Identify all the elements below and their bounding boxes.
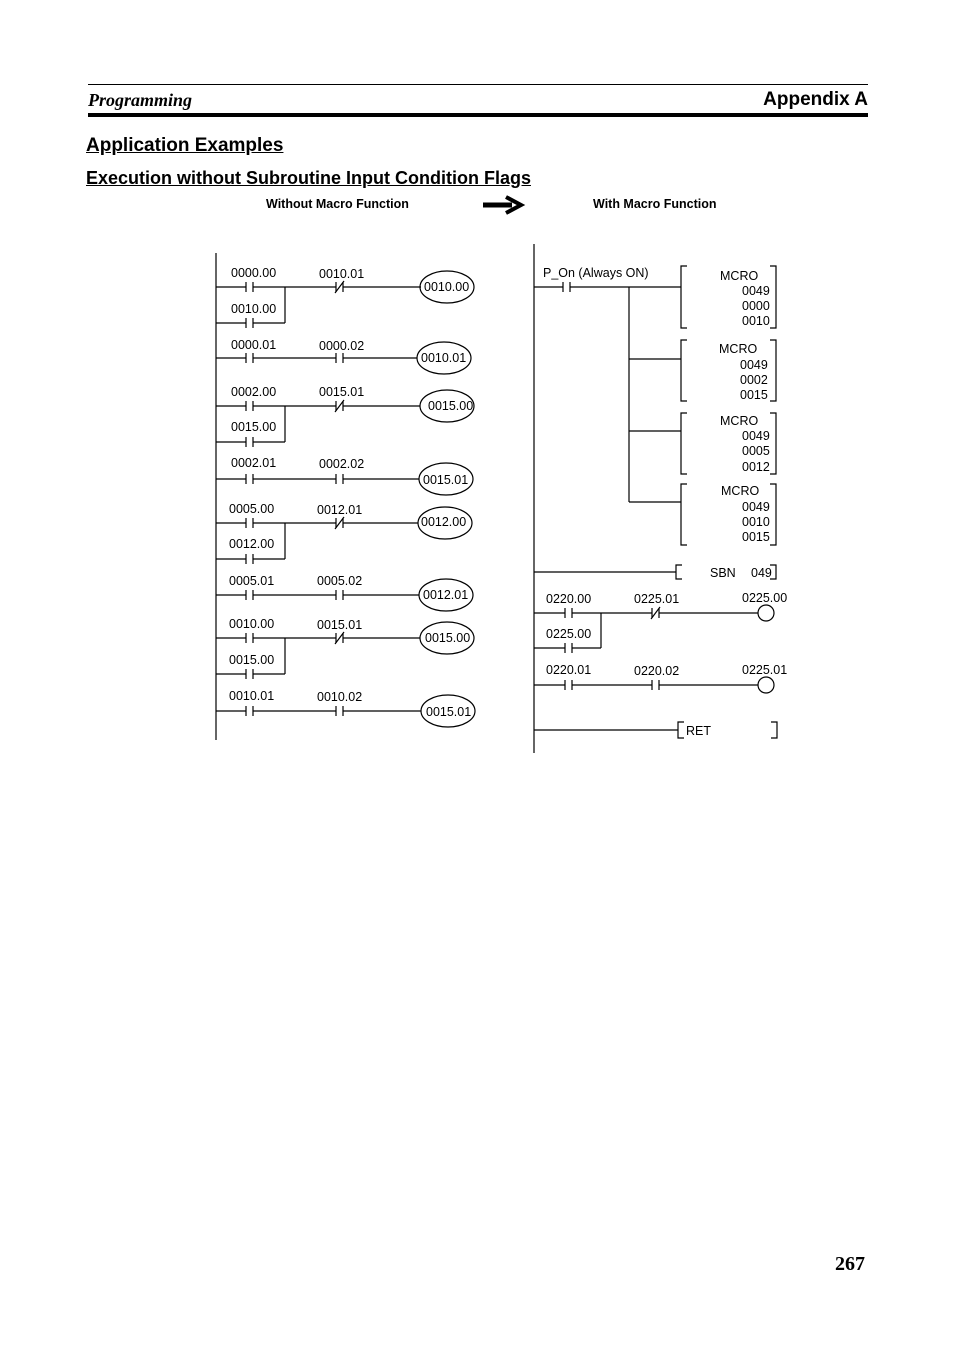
- mcro-label: MCRO: [721, 484, 760, 498]
- page-number: 267: [835, 1253, 865, 1275]
- contact-label: 0220.01: [546, 663, 592, 677]
- caption-with-macro: With Macro Function: [593, 197, 717, 211]
- mcro-label: MCRO: [719, 342, 758, 356]
- output-label: 0225.00: [742, 591, 788, 605]
- contact-label: 0015.00: [231, 420, 277, 434]
- contact-label: 0000.02: [319, 339, 365, 353]
- main-heading: Application Examples: [86, 135, 284, 156]
- output-label: 0015.00: [425, 631, 471, 645]
- contact-label: 0015.00: [229, 653, 275, 667]
- contact-label: 0010.00: [231, 302, 277, 316]
- mcro-operand: 0049: [742, 429, 770, 443]
- mcro-operand: 0010: [742, 314, 770, 328]
- output-label: 0225.01: [742, 663, 788, 677]
- output-label: 0012.00: [421, 515, 467, 529]
- sub-heading: Execution without Subroutine Input Condition Flags: [86, 168, 531, 188]
- mcro-operand: 0049: [740, 358, 768, 372]
- contact-label: 0002.00: [231, 385, 277, 399]
- contact-label: 0002.02: [319, 457, 365, 471]
- contact-label: 0002.01: [231, 456, 277, 470]
- mcro-operand: 0005: [742, 444, 770, 458]
- output-label: 0015.01: [426, 705, 472, 719]
- contact-label: 0005.00: [229, 502, 275, 516]
- contact-label: 0000.01: [231, 338, 277, 352]
- sbn-label: SBN: [710, 566, 736, 580]
- mcro-operand: 0049: [742, 500, 770, 514]
- contact-label: 0015.01: [317, 618, 363, 632]
- output-label: 0010.00: [424, 280, 470, 294]
- mcro-operand: 0012: [742, 460, 770, 474]
- contact-label: 0000.00: [231, 266, 277, 280]
- mcro-operand: 0010: [742, 515, 770, 529]
- contact-label: 0012.01: [317, 503, 363, 517]
- mcro-operand: 0015: [742, 530, 770, 544]
- mcro-operand: 0049: [742, 284, 770, 298]
- mcro-operand: 0015: [740, 388, 768, 402]
- output-label: 0015.00: [428, 399, 474, 413]
- mcro-operand: 0000: [742, 299, 770, 313]
- contact-label: 0225.01: [634, 592, 680, 606]
- output-label: 0012.01: [423, 588, 469, 602]
- ret-label: RET: [686, 724, 711, 738]
- contact-label: 0225.00: [546, 627, 592, 641]
- contact-label: 0220.02: [634, 664, 680, 678]
- mcro-label: MCRO: [720, 269, 759, 283]
- output-label: 0010.01: [421, 351, 467, 365]
- caption-without-macro: Without Macro Function: [266, 197, 409, 211]
- sbn-number: 049: [751, 566, 772, 580]
- section-title: Programming: [88, 90, 193, 110]
- always-on-label: P_On (Always ON): [543, 266, 649, 280]
- output-label: 0015.01: [423, 473, 469, 487]
- contact-label: 0010.01: [229, 689, 275, 703]
- contact-label: 0010.01: [319, 267, 365, 281]
- contact-label: 0010.02: [317, 690, 363, 704]
- contact-label: 0220.00: [546, 592, 592, 606]
- contact-label: 0005.01: [229, 574, 275, 588]
- mcro-label: MCRO: [720, 414, 759, 428]
- contact-label: 0005.02: [317, 574, 363, 588]
- contact-label: 0012.00: [229, 537, 275, 551]
- contact-label: 0015.01: [319, 385, 365, 399]
- appendix-title: Appendix A: [763, 89, 868, 110]
- contact-label: 0010.00: [229, 617, 275, 631]
- mcro-operand: 0002: [740, 373, 768, 387]
